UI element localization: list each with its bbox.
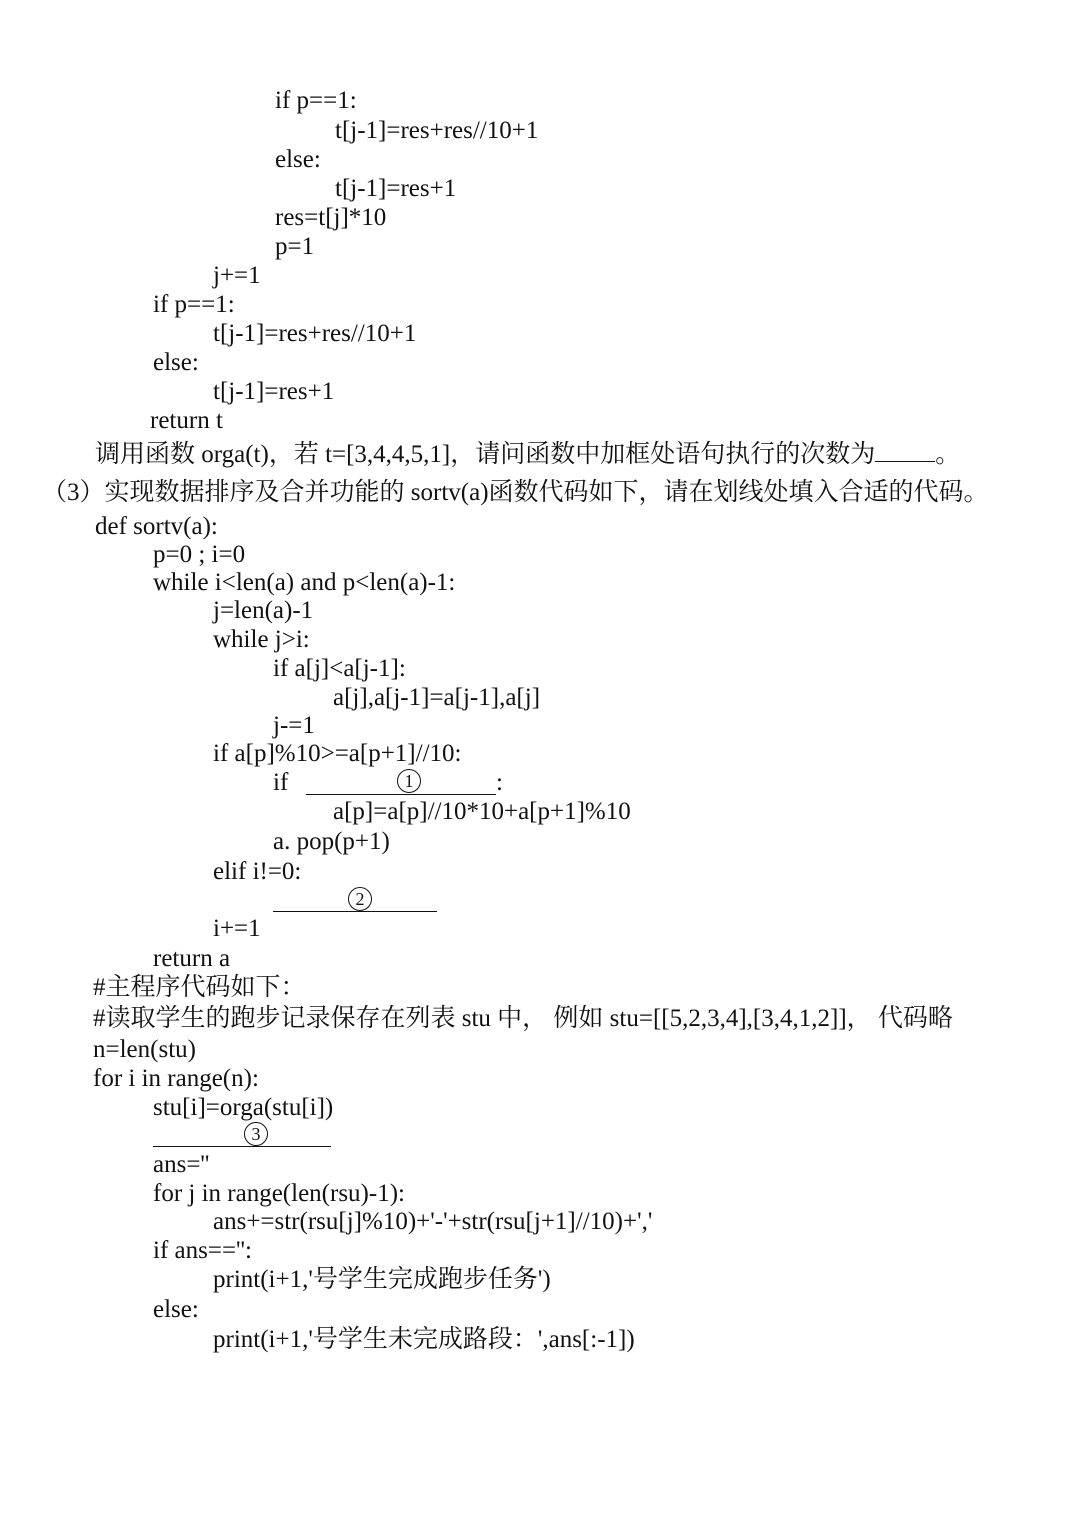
code-line: j-=1 xyxy=(273,712,315,739)
blank-marker-3: 3 xyxy=(244,1122,268,1146)
code-line: if xyxy=(273,769,289,796)
question-2-end: 。 xyxy=(935,441,961,468)
question-2-text xyxy=(95,440,960,470)
code-line: if a[j]<a[j-1]: xyxy=(273,655,406,682)
code-line: t[j-1]=res+res//10+1 xyxy=(213,320,417,347)
code-line: while j>i: xyxy=(213,626,310,653)
code-line: ans='' xyxy=(153,1151,210,1178)
question-3-header xyxy=(42,478,989,508)
code-line: for i in range(n): xyxy=(93,1065,259,1092)
code-line: a. pop(p+1) xyxy=(273,828,390,855)
code-line: while i<len(a) and p<len(a)-1: xyxy=(153,569,456,596)
question-3-label: （3） xyxy=(42,479,105,506)
question-2-prompt: 调用函数 orga(t)，若 t=[3,4,4,5,1]，请问函数中加框处语句执行的次数为 xyxy=(95,441,876,468)
code-line: a[j],a[j-1]=a[j-1],a[j] xyxy=(333,684,541,711)
code-line: t[j-1]=res+1 xyxy=(335,175,457,202)
code-line: else: xyxy=(153,1296,199,1323)
code-line: j=len(a)-1 xyxy=(213,597,314,624)
answer-blank-1 xyxy=(306,794,496,795)
code-line: n=len(stu) xyxy=(93,1036,196,1063)
code-line: def sortv(a): xyxy=(95,513,218,540)
code-line: elif i!=0: xyxy=(213,858,302,885)
code-line: return t xyxy=(150,407,223,434)
code-line: return a xyxy=(153,945,231,972)
answer-blank-2 xyxy=(273,911,437,912)
code-line: p=0 ; i=0 xyxy=(153,541,246,568)
code-line: else: xyxy=(153,349,199,376)
blank-marker-2: 2 xyxy=(348,887,372,911)
blank-marker-1: 1 xyxy=(397,769,421,793)
comment-line: #读取学生的跑步记录保存在列表 stu 中， 例如 stu=[[5,2,3,4],[3,4,1,2]]， 代码略 xyxy=(93,1005,953,1032)
code-line: if p==1: xyxy=(275,87,357,114)
code-line: i+=1 xyxy=(213,915,261,942)
code-line: for j in range(len(rsu)-1): xyxy=(153,1180,405,1207)
answer-blank xyxy=(875,441,935,462)
code-line: if p==1: xyxy=(153,291,235,318)
code-line: j+=1 xyxy=(213,262,261,289)
code-line: ans+=str(rsu[j]%10)+'-'+str(rsu[j+1]//10)+',' xyxy=(213,1208,653,1235)
comment-line: #主程序代码如下： xyxy=(93,974,306,1001)
code-line: else: xyxy=(275,146,321,173)
code-line: stu[i]=orga(stu[i]) xyxy=(153,1094,334,1121)
code-line: : xyxy=(496,769,503,796)
code-line: print(i+1,'号学生未完成路段：',ans[:-1]) xyxy=(213,1326,635,1353)
code-line: if ans=='': xyxy=(153,1237,252,1264)
code-line: t[j-1]=res+1 xyxy=(213,378,335,405)
code-line: t[j-1]=res+res//10+1 xyxy=(335,117,539,144)
code-line: a[p]=a[p]//10*10+a[p+1]%10 xyxy=(333,798,631,825)
code-line: print(i+1,'号学生完成跑步任务') xyxy=(213,1266,551,1293)
code-line: if a[p]%10>=a[p+1]//10: xyxy=(213,740,462,767)
question-3-prompt: 实现数据排序及合并功能的 sortv(a)函数代码如下，请在划线处填入合适的代码。 xyxy=(104,479,989,506)
code-line: res=t[j]*10 xyxy=(275,204,387,231)
code-line: p=1 xyxy=(275,233,315,260)
answer-blank-3 xyxy=(153,1146,331,1147)
